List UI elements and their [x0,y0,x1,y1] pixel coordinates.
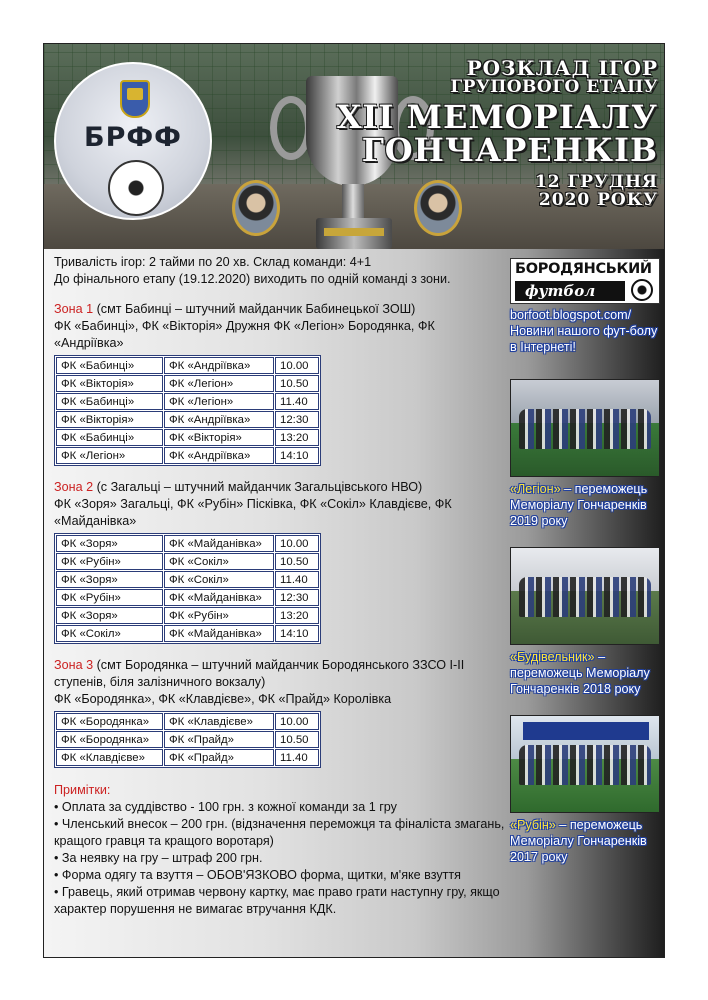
zone-name: Зона 1 [54,302,94,316]
notes-title: Примітки: [54,783,111,797]
caption-text: – переможець Меморіалу Гончаренків 2017 року [510,818,647,864]
table-row [56,393,319,410]
caption-team: «Будівельник» [510,650,595,664]
sports-center-sign [523,722,649,740]
home-team: ФК «Бородянка» [56,731,163,748]
title-year: 2020 РОКУ [538,189,658,210]
team-photo-2019 [510,379,660,477]
football-icon [108,160,164,216]
away-team: ФК «Андріївка» [164,357,274,374]
photo-caption [510,649,660,697]
match-time: 12:30 [275,589,319,606]
header-banner [44,44,664,249]
photo-caption [510,817,660,865]
title-line-1: РОЗКЛАД ІГОР [466,56,658,80]
away-team: ФК «Сокіл» [164,571,274,588]
home-team: ФК «Легіон» [56,447,163,464]
photo-caption [510,481,660,529]
note-item: • Форма одягу та взуття – ОБОВ'ЯЗКОВО форма, щитки, м'яке взуття [54,868,461,882]
home-team: ФК «Бородянка» [56,713,163,730]
blog-link[interactable]: borfoot.blogspot.com/ Новини нашого фут-болу в Інтернеті! [510,308,658,354]
away-team: ФК «Андріївка» [164,447,274,464]
away-team: ФК «Андріївка» [164,411,274,428]
table-row [56,535,319,552]
match-time: 13:20 [275,607,319,624]
photo-team [519,577,651,617]
zone-heading [54,657,506,691]
title-line-2: ГРУПОВОГО ЕТАПУ [450,77,658,97]
home-team: ФК «Зоря» [56,535,163,552]
photo-team [519,745,651,785]
match-time: 14:10 [275,447,319,464]
match-time: 11.40 [275,393,319,410]
match-time: 10.00 [275,357,319,374]
note-item: • Оплата за суддівство - 100 грн. з кожної команди за 1 гру [54,800,397,814]
home-team: ФК «Вікторія» [56,411,163,428]
zone-heading [54,479,506,496]
match-time: 10.00 [275,535,319,552]
home-team: ФК «Бабинці» [56,357,163,374]
zone-1 [54,301,506,466]
schedule-table [54,533,321,644]
away-team: ФК «Легіон» [164,375,274,392]
zone-location: (смт Бабинці – штучний майданчик Бабинецької ЗОШ) [93,302,416,316]
table-row [56,447,319,464]
away-team: ФК «Легіон» [164,393,274,410]
schedule-table [54,355,321,466]
home-team: ФК «Рубін» [56,589,163,606]
table-row [56,357,319,374]
schedule-content [54,254,506,918]
notes [54,782,506,918]
match-time: 10.50 [275,553,319,570]
table-row [56,411,319,428]
zone-location: (смт Бородянка – штучний майданчик Бородянського ЗЗСО І-ІІ ступенів, біля залізничного вокзалу) [54,658,465,689]
note-item: • За неявку на гру – штраф 200 грн. [54,851,263,865]
away-team: ФК «Майданівка» [164,625,274,642]
away-team: ФК «Майданівка» [164,589,274,606]
table-row [56,375,319,392]
zone-3 [54,657,506,768]
note-item: • Членський внесок – 200 грн. (відзначення переможця та фіналіста змагань, кращого гравця та кращого воротаря) [54,817,505,848]
match-time: 10.50 [275,375,319,392]
match-time: 12:30 [275,411,319,428]
table-row [56,571,319,588]
away-team: ФК «Прайд» [164,731,274,748]
match-time: 13:20 [275,429,319,446]
away-team: ФК «Вікторія» [164,429,274,446]
caption-team: «Легіон» [510,482,561,496]
zone-name: Зона 2 [54,480,94,494]
away-team: ФК «Майданівка» [164,535,274,552]
caption-text: – переможець Меморіалу Гончаренків 2018 року [510,650,650,696]
title-line-4: ГОНЧАРЕНКІВ [361,131,658,170]
match-time: 11.40 [275,749,319,766]
caption-team: «Рубін» [510,818,556,832]
match-time: 14:10 [275,625,319,642]
home-team: ФК «Рубін» [56,553,163,570]
zone-teams: ФК «Бородянка», ФК «Клавдієве», ФК «Прайд» Королівка [54,692,392,706]
table-row [56,429,319,446]
title-date: 12 ГРУДНЯ [534,172,658,193]
match-time: 11.40 [275,571,319,588]
home-team: ФК «Сокіл» [56,625,163,642]
home-team: ФК «Вікторія» [56,375,163,392]
away-team: ФК «Прайд» [164,749,274,766]
poster-title [337,58,658,210]
home-team: ФК «Бабинці» [56,393,163,410]
table-row [56,553,319,570]
memorial-portrait-left [232,180,280,236]
intro-line-1: Тривалість ігор: 2 тайми по 20 хв. Склад команди: 4+1 [54,255,372,269]
table-row [56,713,319,730]
away-team: ФК «Сокіл» [164,553,274,570]
trophy-ring [324,228,384,236]
away-team: ФК «Рубін» [164,607,274,624]
home-team: ФК «Зоря» [56,571,163,588]
intro [54,254,506,288]
match-time: 10.50 [275,731,319,748]
table-row [56,607,319,624]
zone-location: (с Загальці – штучний майданчик Загальцівського НВО) [93,480,423,494]
zone-heading [54,301,506,318]
poster [43,43,665,958]
home-team: ФК «Бабинці» [56,429,163,446]
logo-top-text: БОРОДЯНСЬКИЙ [515,261,652,277]
sidebar [510,258,660,865]
photo-team [519,409,651,449]
caption-text: – переможець Меморіалу Гончаренків 2019 року [510,482,648,528]
schedule-table [54,711,321,768]
match-time: 10.00 [275,713,319,730]
home-team: ФК «Зоря» [56,607,163,624]
borodianka-football-logo [510,258,660,304]
table-row [56,731,319,748]
crest-icon [120,80,150,118]
logo-text: БРФФ [84,122,182,153]
team-photo-2018 [510,547,660,645]
away-team: ФК «Клавдієве» [164,713,274,730]
zone-2 [54,479,506,644]
logo-bottom-text: футбол [515,281,625,301]
title-line-3: XII МЕМОРІАЛУ [336,97,658,136]
federation-logo [54,62,212,220]
zone-teams: ФК «Бабинці», ФК «Вікторія» Дружня ФК «Легіон» Бородянка, ФК «Андріївка» [54,319,435,350]
team-photo-2017 [510,715,660,813]
zone-name: Зона 3 [54,658,94,672]
home-team: ФК «Клавдієве» [56,749,163,766]
table-row [56,749,319,766]
intro-line-2: До фінального етапу (19.12.2020) виходить по одній команді з зони. [54,272,451,286]
table-row [56,589,319,606]
zone-teams: ФК «Зоря» Загальці, ФК «Рубін» Пісківка, ФК «Сокіл» Клавдієве, ФК «Майданівка» [54,497,452,528]
table-row [56,625,319,642]
note-item: • Гравець, який отримав червону картку, має право грати наступну гру, якщо характер порушення не вимагає втручання КДК. [54,885,500,916]
football-icon [631,279,653,301]
